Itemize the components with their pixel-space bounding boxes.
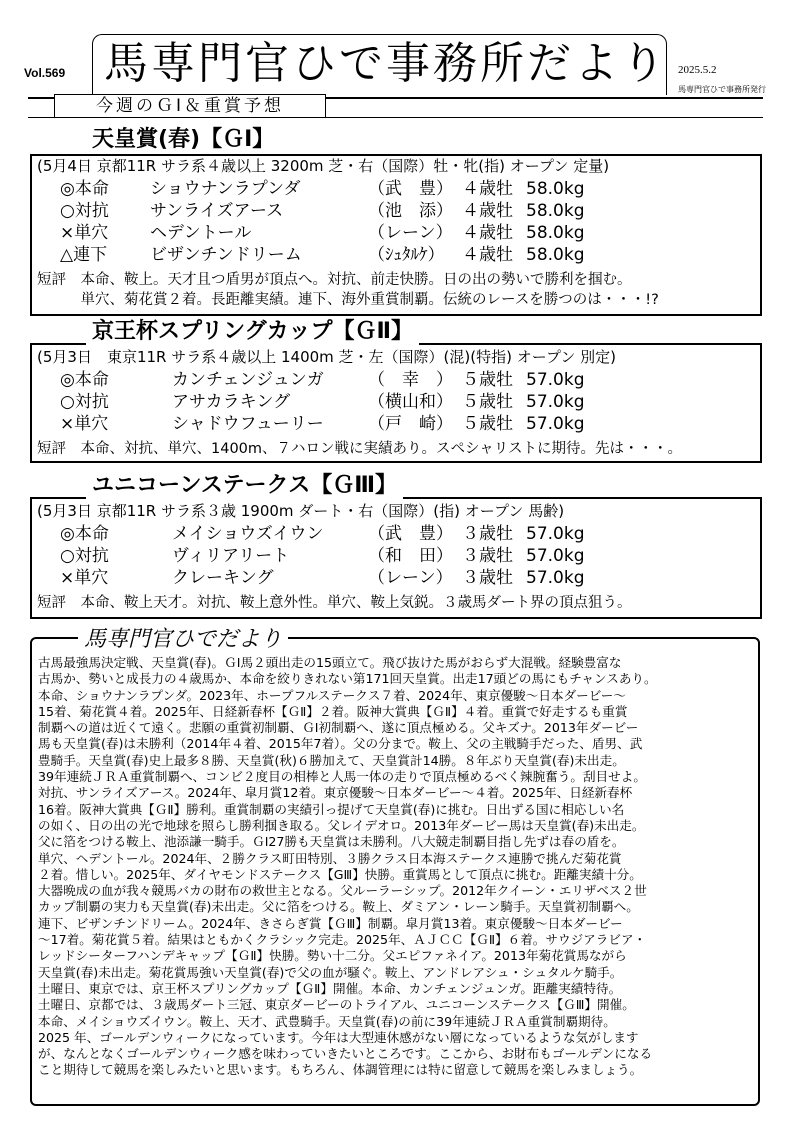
race-title: 天皇賞(春)【ＧⅠ】 [86,126,280,154]
column-line: 大器晩成の血が我々競馬バカの財布の救世主となる。父ルーラーシップ。2012年クイーン・エリザベス２世 [38,883,647,899]
pick-role: △連下 [60,245,108,265]
pick-jockey: （池 添） [368,201,453,221]
pick-role: ◎本命 [60,370,109,390]
column-line: 2025 年、ゴールデンウィークになっています。今年は大型連休感がない層になっているような気がします [38,1029,639,1045]
pick-jockey: （横山和） [368,392,453,412]
column-line: 単穴、ヘデントール。2024年、２勝クラス町田特別、３勝クラス日本海ステークス連勝で挑んだ菊花賞 [38,850,622,866]
column-line: 古馬最強馬決定戦、天皇賞(春)。ＧⅠ馬２頭出走の15頭立て。飛び抜けた馬がおらず大混戦。経験豊富な [38,655,622,670]
pick-weight: 58.0kg [526,245,585,265]
column-line: こと期待して競馬を楽しみたいと思います。もちろん、体調管理には特に留意して競馬を楽しみましょう。 [38,1062,643,1078]
pick-horse: サンライズアース [150,201,284,221]
issue-date: 2025.5.2 [678,64,717,76]
pick-weight: 58.0kg [526,179,585,199]
pick-weight: 57.0kg [526,392,585,412]
pick-role: ◎本命 [60,179,109,199]
race-comment: 短評 本命、対抗、単穴、1400m、７ハロン戦に実績あり。スペシャリストに期待。先は・・・。 [37,441,682,457]
pick-age: ３歳牡 [462,524,513,544]
pick-horse: カンチェンジュンガ [172,370,324,390]
pick-horse: シャドウフューリー [172,414,324,434]
race-title: 京王杯スプリングカップ【ＧⅡ】 [86,318,419,346]
race-box-1 [30,154,762,316]
column-title: 馬専門官ひでだより [78,622,288,653]
pick-weight: 58.0kg [526,223,585,243]
pick-horse: ヘデントール [150,223,252,243]
race-box-2 [30,343,762,463]
pick-weight: 57.0kg [526,546,585,566]
section-label: 今週のＧⅠ＆重賞予想 [54,94,326,118]
race-comment: 短評 本命、鞍上。天才且つ盾男が頂点へ。対抗、前走快勝。日の出の勢いで勝利を掴む。 [37,272,632,288]
pick-jockey: （戸 崎） [368,414,453,434]
pick-role: ○対抗 [60,392,109,412]
pick-jockey: （和 田） [368,546,453,566]
pick-age: ４歳牡 [462,201,513,221]
pick-horse: メイショウズイウン [172,524,324,544]
pick-age: ４歳牡 [462,223,513,243]
column-line: 天皇賞(春)未出走。菊花賞馬強い天皇賞(春)で父の血が騒ぐ。鞍上、アンドレアシュ・シュタルケ騎手。 [38,964,623,980]
pick-weight: 57.0kg [526,370,585,390]
race-comment: 単穴、菊花賞２着。長距離実績。連下、海外重賞制覇。伝統のレースを勝つのは・・・!? [37,292,659,308]
pick-age: ５歳牡 [462,414,513,434]
column-line: 本命、メイショウズイウン。鞍上、天才、武豊騎手。天皇賞(春)の前に39年連続ＪＲＡ重賞制覇期待。 [38,1013,616,1029]
column-line: 土曜日、東京では、京王杯スプリングカップ【ＧⅡ】開催。本命、カンチェンジュンガ。距離実績特待。 [38,980,622,996]
volume-number: Vol.569 [24,66,66,80]
pick-age: ３歳牡 [462,568,513,588]
pick-age: ５歳牡 [462,392,513,412]
pick-age: ３歳牡 [462,546,513,566]
pick-horse: ショウナンラプンダ [150,179,301,199]
column-line: ～17着。菊花賞５着。結果はともかくクラシック完走。2025年、ＡＪＣＣ【ＧⅡ】６着。サウジアラビア・ [38,932,647,948]
pick-weight: 57.0kg [526,524,585,544]
column-line: 連下、ビザンチンドリーム。2024年、きさらぎ賞【ＧⅢ】制覇。皐月賞13着。東京優駿～日本ダービー [38,915,623,931]
column-line: 15着、菊花賞４着。2025年、日経新春杯【ＧⅡ】２着。阪神大賞典【ＧⅡ】４着。重賞で好走するも重賞 [38,703,628,719]
pick-role: ×単穴 [60,568,109,588]
pick-age: ５歳牡 [462,370,513,390]
pick-jockey: （武 豊） [368,524,453,544]
column-text [38,655,754,1079]
pick-jockey: （ｼｭﾀﾙｹ） [368,245,445,265]
column-line: の如く、日の出の光で地球を照らし勝利掴き取る。父レイデオロ。2013年ダービー馬は天皇賞(春)未出走。 [38,817,645,833]
column-line: ２着。惜しい。2025年、ダイヤモンドステークス【GⅢ】快勝。重賞馬として頂点に挑む。距離実績十分。 [38,866,642,882]
race-comment: 短評 本命、鞍上天才。対抗、鞍上意外性。単穴、鞍上気鋭。３歳馬ダート界の頂点狙う。 [37,595,632,611]
column-line: 古馬か、勢いと成長力の４歳馬か、本命を絞りきれない第171回天皇賞。出走17頭どの馬にもチャンスあり。 [38,671,657,687]
pick-jockey: （ 幸 ） [368,370,453,390]
race-info: (5月3日 京都11R サラ系３歳 1900m ダート・右（国際）(指) オープン 馬齢) [37,502,565,520]
pick-weight: 58.0kg [526,201,585,221]
pick-horse: ヴィリアリート [172,546,290,566]
pick-jockey: （武 豊） [368,179,453,199]
newsletter-title: 馬専門官ひで事務所だより [104,38,668,89]
column-line: 39年連続ＪＲＡ重賞制覇へ、コンビ２度目の相棒と人馬一体の走りで頂点極めるべく辣腕奮う。刮目せよ。 [38,769,646,785]
pick-horse: クレーキング [172,568,274,588]
pick-horse: ビザンチンドリーム [150,245,302,265]
column-line: 父に箔をつける鞍上、池添謙一騎手。ＧⅠ27勝も天皇賞は未勝利。八大競走制覇目指し先ずは春の盾を。 [38,834,625,850]
column-line: 馬も天皇賞(春)は未勝利（2014年４着、2015年7着）。父の分まで。鞍上、父の主戦騎手だった、盾男、武 [38,736,643,752]
pick-horse: アサカラキング [172,392,291,412]
pick-weight: 57.0kg [526,414,585,434]
column-line: が、なんとなくゴールデンウィーク感を味わっていきたいところです。ここから、お財布もゴールデンになる [38,1046,653,1062]
pick-jockey: （レーン） [368,223,453,243]
pick-jockey: （レーン） [368,568,453,588]
race-info: (5月3日 東京11R サラ系４歳以上 1400m 芝・左（国際）(混)(特指) オープン 別定) [37,348,616,366]
pick-age: ４歳牡 [462,245,513,265]
column-line: 対抗、サンライズアース。2024年、皐月賞12着。東京優駿～日本ダービー～４着。2025年、日経新春杯 [38,785,633,801]
pick-role: ×単穴 [60,223,109,243]
pick-role: ○対抗 [60,201,109,221]
race-info: (5月4日 京都11R サラ系４歳以上 3200m 芝・右（国際）牡・牝(指) オープン 定量) [37,157,610,175]
column-line: 16着。阪神大賞典【ＧⅡ】勝利。重賞制覇の実績引っ提げて天皇賞(春)に挑む。日出ずる国に相応しい名 [38,801,625,817]
pick-role: ◎本命 [60,524,109,544]
column-line: カップ制覇の実力も天皇賞(春)未出走。父に箔をつける。鞍上、ダミアン・レーン騎手。天皇賞初制覇へ。 [38,899,639,915]
column-line: 豊騎手。天皇賞(春)史上最多８勝、天皇賞(秋)６勝加えて、天皇賞計14勝。８年ぶり天皇賞(春)未出走。 [38,752,625,768]
race-title: ユニコーンステークス【ＧⅢ】 [86,472,403,500]
column-line: レッドシーターフハンデキャップ【ＧⅡ】快勝。勢い十二分。父エピファネイア。2013年菊花賞馬ながら [38,948,627,964]
pick-weight: 57.0kg [526,568,585,588]
pick-role: ×単穴 [60,414,109,434]
race-box-3 [30,497,762,619]
column-line: 本命、ショウナンラプンダ。2023年、ホープフルステークス７着、2024年、東京優駿～日本ダービー～ [38,687,626,703]
publisher: 馬専門官ひで事務所発行 [678,85,766,94]
column-line: 制覇への道は近くて遠く。悲願の重賞初制覇、ＧⅠ初制覇へ、遂に頂点極める。父キズナ。2013年ダービー [38,720,639,736]
pick-role: ○対抗 [60,546,109,566]
pick-age: ４歳牡 [462,179,513,199]
column-line: 土曜日、京都では、３歳馬ダート三冠、東京ダービーのトライアル、ユニコーンステークス【ＧⅢ】開催。 [38,997,635,1013]
